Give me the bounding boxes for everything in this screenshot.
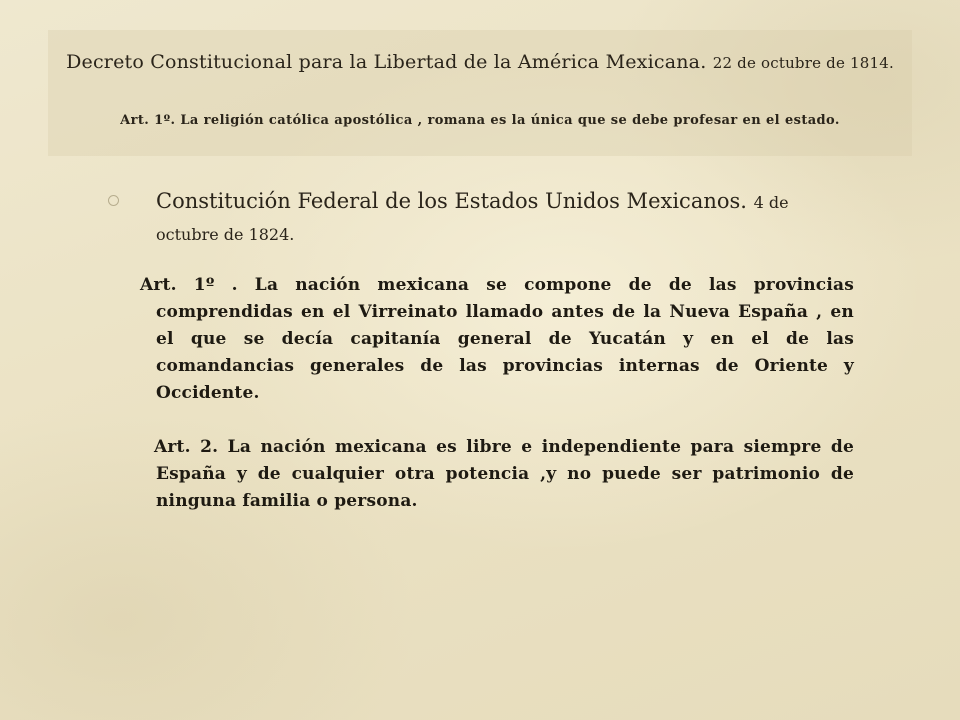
section-heading: [156, 186, 856, 250]
section-heading-text: Constitución Federal de los Estados Unidos Mexicanos.: [156, 189, 747, 213]
title-main-text: Decreto Constitucional para la Libertad de la América Mexicana.: [66, 51, 707, 73]
section-date: 4 de octubre de 1824.: [156, 193, 789, 244]
article-2-text: Art. 2. La nación mexicana es libre e independiente para siempre de España y de cualquier otra potencia ,y no puede ser patrimonio de ninguna familia o persona.: [154, 437, 854, 511]
title-article: Art. 1º. La religión católica apostólica , romana es la única que se debe profesar en el estado.: [120, 113, 840, 128]
hollow-circle-bullet-icon: [108, 195, 119, 206]
title-date: 22 de octubre de 1814.: [712, 54, 894, 72]
article-1-text: Art. 1º . La nación mexicana se compone de de las provincias comprendidas en el Virreinato llamado antes de la Nueva España , en el que se decía capitanía general de Yucatán y en el de las comandancias generales de las provincias internas de Oriente y Occidente.: [140, 275, 854, 403]
slide-title: [48, 48, 912, 77]
article-1: [140, 272, 854, 407]
article-2: [140, 434, 854, 515]
